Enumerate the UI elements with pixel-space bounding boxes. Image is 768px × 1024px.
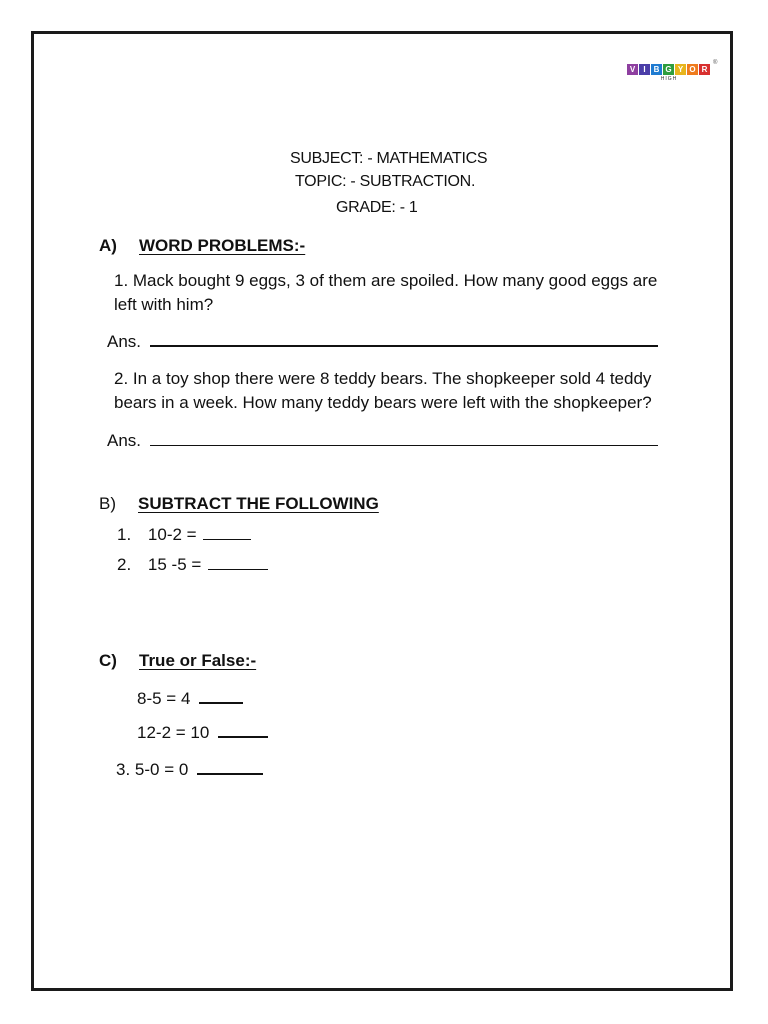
question-1-line-1: 1. Mack bought 9 eggs, 3 of them are spoiled. How many good eggs are (114, 271, 658, 290)
answer-1-row (107, 330, 658, 352)
subtract-item-2 (117, 554, 268, 575)
school-logo (627, 60, 718, 86)
answer-2-label: Ans. (107, 431, 142, 450)
true-false-item-2-blank[interactable] (218, 721, 268, 738)
grade-line: GRADE: - 1 (336, 199, 418, 216)
true-false-item-1-blank[interactable] (199, 687, 243, 704)
subtract-item-2-expression: 15 -5 = (147, 555, 202, 574)
logo-letter-g: G (663, 64, 674, 75)
answer-2-blank[interactable] (150, 430, 658, 446)
subject-line: SUBJECT: - MATHEMATICS (290, 150, 488, 167)
section-b-title: SUBTRACT THE FOLLOWING (138, 494, 379, 513)
subtract-item-2-blank[interactable] (208, 554, 268, 570)
true-false-item-3-blank[interactable] (197, 758, 263, 775)
logo-letter-o: O (687, 64, 698, 75)
answer-2-row (107, 430, 658, 451)
question-2-line-2: bears in a week. How many teddy bears were left with the shopkeeper? (114, 393, 652, 412)
subtract-item-1-number: 1. (117, 525, 132, 544)
true-false-item-1 (137, 687, 243, 709)
logo-letter-i: I (639, 64, 650, 75)
logo-letter-r: R (699, 64, 710, 75)
logo-letter-y: Y (675, 64, 686, 75)
true-false-item-2-expression: 12-2 = 10 (137, 723, 210, 742)
topic-line: TOPIC: - SUBTRACTION. (295, 173, 476, 190)
section-c-title: True or False:- (139, 651, 257, 670)
section-a-letter: A) (99, 236, 117, 255)
section-a-title: WORD PROBLEMS:- (139, 236, 306, 255)
logo-letter-v: V (627, 64, 638, 75)
true-false-item-2 (137, 721, 268, 743)
section-c-letter: C) (99, 651, 117, 670)
logo-letter-b: B (651, 64, 662, 75)
true-false-item-3-expression: 3. 5-0 = 0 (116, 760, 189, 779)
answer-1-blank[interactable] (150, 330, 658, 347)
answer-1-label: Ans. (107, 332, 142, 351)
subtract-item-1-expression: 10-2 = (147, 525, 197, 544)
subtract-item-1-blank[interactable] (203, 524, 251, 540)
question-2-line-1: 2. In a toy shop there were 8 teddy bears. The shopkeeper sold 4 teddy (114, 369, 652, 388)
subtract-item-1 (117, 524, 251, 545)
true-false-item-1-expression: 8-5 = 4 (137, 689, 191, 708)
logo-subtitle: HIGH (660, 76, 678, 82)
logo-registered-mark: ® (713, 60, 718, 66)
section-b-letter: B) (99, 494, 116, 513)
true-false-item-3 (116, 758, 263, 780)
question-1-line-2: left with him? (114, 295, 214, 314)
subtract-item-2-number: 2. (117, 555, 132, 574)
